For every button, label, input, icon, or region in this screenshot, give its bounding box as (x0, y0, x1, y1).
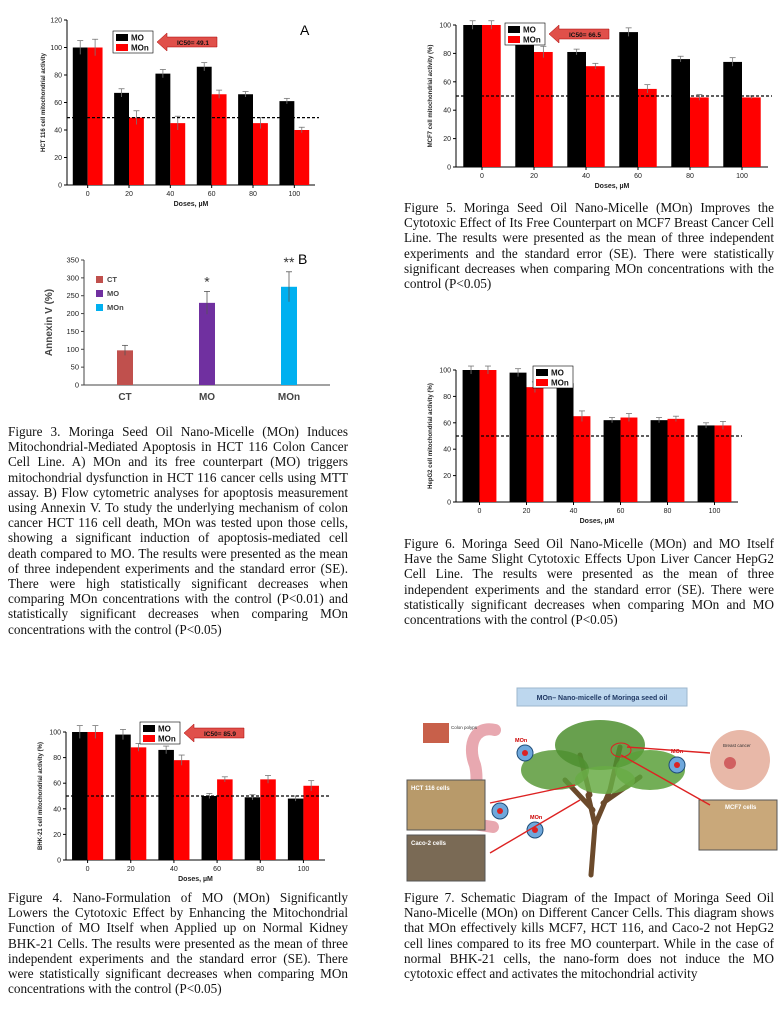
x-tick-label: 60 (634, 173, 642, 180)
ic50-label: IC50= 49.1 (177, 40, 209, 47)
hct-label: HCT 116 cells (411, 786, 450, 792)
y-tick-label: 60 (443, 79, 451, 87)
legend-swatch-mon (96, 304, 103, 311)
bar-mon (527, 387, 544, 502)
y-tick-label: 50 (70, 362, 79, 372)
legend-swatch-mo (143, 725, 155, 732)
bar-mo (723, 62, 742, 167)
legend-label-mon: MOn (131, 43, 149, 53)
y-tick-label: 120 (50, 17, 62, 25)
x-tick-label: MOn (277, 392, 301, 403)
bar-mo (202, 796, 218, 860)
ic50-label: IC50= 85.9 (204, 731, 236, 738)
bar-mon (88, 48, 103, 186)
bar-mon (621, 418, 638, 502)
bar-mon (742, 97, 761, 167)
y-tick-label: 100 (49, 729, 61, 737)
bar-mon (586, 66, 605, 167)
x-tick-label: 80 (686, 173, 694, 180)
bar-mo (619, 32, 638, 167)
bar-mo (245, 797, 261, 860)
x-tick-label: CT (118, 392, 132, 403)
bar-mo (567, 52, 586, 167)
y-tick-label: 80 (443, 50, 451, 58)
bar-mo (199, 303, 215, 385)
bar-mo (72, 732, 88, 860)
x-tick-label: 100 (288, 191, 301, 198)
fig3-caption: Figure 3. Moringa Seed Oil Nano-Micelle (MOn) Induces Mitochondrial-Mediated Apoptosis in HCT 116 Colon Cancer Cell Line. A) MOn and its free counterpart (MO) triggers mitochondrial dysfunction in HCT 116 cancer cells using MTT assay. B) Flow cytometric analyses for apoptosis measurement using Annexin V. To study the underlying mechanism of colon cancer HCT 116 cell death, MOn was tested upon those cells, showing a significant induction of apoptosis-mediated cell death compared to MO. The results were presented as the mean of three independent experiments and the standard error (SE). There were high statistically significant decreases when comparing MOn concentrations with the control (P<0.01) and statistically significant decreases when comparing MOn concentrations with the control (P<0.05) (8, 424, 348, 637)
legend-swatch-mon (536, 379, 548, 386)
bar-mo (288, 799, 304, 860)
fig6-chart (408, 360, 748, 530)
x-tick-label: 20 (126, 866, 135, 873)
colon-photo (423, 723, 449, 743)
bar-mo (197, 67, 212, 185)
bar-mo (698, 425, 715, 502)
y-axis-label: HepG2 cell mitochondrial activity (%) (428, 383, 434, 489)
legend-label-mon: MOn (523, 35, 541, 45)
bar-mon (131, 747, 147, 860)
legend-swatch-mon (143, 735, 155, 742)
bar-mo (604, 420, 621, 502)
y-tick-label: 80 (53, 755, 61, 763)
x-tick-label: 80 (249, 191, 257, 198)
bar-mon (638, 89, 657, 167)
mon-label-2: MOn (530, 815, 543, 821)
panel-label: B (298, 251, 308, 267)
bar-mon (88, 732, 104, 860)
y-tick-label: 20 (54, 155, 62, 162)
legend-label-mo: MO (131, 33, 144, 43)
x-tick-label: 40 (166, 191, 175, 198)
y-tick-label: 100 (439, 22, 451, 30)
y-tick-label: 100 (50, 45, 62, 52)
legend-swatch-mon (508, 36, 520, 43)
fig7-caption: Figure 7. Schematic Diagram of the Impact of Moringa Seed Oil Nano-Micelle (MOn) on Different Cancer Cells. This diagram shows that MOn effectively kills MCF7, HCT 116, and Caco-2 not HepG2 cell lines compared to its free MO counterpart. While in the case of normal BHK-21 cells, the nano-form does not induce the MO cytotoxic effect and activates the mitochondrial activity (404, 890, 774, 982)
legend-swatch-mo (508, 26, 520, 33)
x-tick-label: 20 (522, 508, 531, 515)
bar-mon (260, 779, 276, 860)
legend-swatch-ct (96, 276, 103, 283)
y-tick-label: 80 (443, 393, 451, 401)
legend-swatch-mo (116, 34, 128, 41)
y-tick-label: 40 (53, 806, 61, 814)
bar-mon (668, 419, 685, 502)
bar-mon (690, 97, 709, 167)
x-tick-label: 60 (207, 191, 216, 198)
x-tick-label: 40 (569, 508, 578, 515)
bar-mon (212, 94, 227, 185)
x-axis-label: Doses, µM (579, 518, 615, 525)
y-tick-label: 0 (447, 164, 451, 172)
y-tick-label: 300 (66, 273, 79, 283)
legend-label-mo: MO (523, 25, 536, 35)
legend-swatch-mo (536, 369, 548, 376)
bar-mo (114, 93, 129, 185)
y-tick-label: 20 (53, 831, 61, 839)
bar-mo (73, 48, 88, 186)
x-tick-label: 60 (616, 508, 625, 515)
x-tick-label: 40 (582, 173, 590, 180)
y-tick-label: 20 (443, 473, 451, 481)
mcf-label: MCF7 cells (725, 805, 757, 811)
x-tick-label: 20 (125, 191, 133, 198)
bar-ct (117, 350, 133, 385)
y-tick-label: 60 (53, 780, 61, 788)
bar-mo (651, 420, 668, 502)
bar-mon (253, 123, 268, 185)
caco-label: Caco-2 cells (411, 841, 447, 847)
bar-mon (170, 123, 185, 185)
y-tick-label: 20 (443, 136, 451, 144)
x-tick-label: 60 (213, 866, 221, 873)
bar-mo (510, 373, 527, 502)
legend-label-mon: MOn (107, 303, 124, 312)
bar-mo (155, 74, 170, 185)
bar-mon (294, 130, 309, 185)
y-tick-label: 250 (66, 291, 79, 301)
x-tick-label: 100 (297, 866, 310, 873)
x-axis-label: Doses, µM (173, 201, 209, 208)
y-tick-label: 150 (66, 326, 79, 336)
panel-label: A (300, 22, 310, 38)
ic50-label: IC50= 66.5 (569, 32, 601, 39)
x-axis-label: Doses, µM (178, 876, 213, 883)
fig4-chart (20, 718, 345, 888)
x-tick-label: 80 (663, 508, 672, 515)
x-tick-label: MO (198, 392, 216, 403)
colon-label: Colon polyps (451, 725, 478, 730)
diagram-title: MOn– Nano-micelle of Moringa seed oil (536, 695, 668, 702)
x-tick-label: 0 (85, 866, 90, 873)
x-tick-label: 100 (708, 508, 721, 515)
bar-mon (129, 118, 144, 185)
x-tick-label: 20 (530, 173, 538, 180)
bar-mon (715, 425, 732, 502)
x-tick-label: 0 (85, 191, 90, 198)
fig3b-chart (30, 240, 360, 415)
bar-mon (303, 786, 319, 860)
bar-mo (115, 735, 131, 860)
legend-label-mon: MOn (551, 378, 569, 388)
x-tick-label: 0 (480, 173, 484, 180)
fig6-caption: Figure 6. Moringa Seed Oil Nano-Micelle (MOn) and MO Itself Have the Same Slight Cytotoxic Effects Upon Liver Cancer HepG2 Cell Line. The results were presented as the mean of three independent experiments and the standard error (SE). There were statistically significant decreases when comparing MOn and MO concentrations with the control (P<0.05) (404, 536, 774, 628)
bar-mo (279, 101, 294, 185)
legend-label-mo: MO (551, 368, 564, 378)
x-tick-label: 40 (170, 866, 178, 873)
fig3a-chart (5, 5, 345, 215)
bar-mon (534, 52, 553, 167)
legend-label-mo: MO (107, 289, 120, 298)
y-tick-label: 0 (57, 857, 61, 865)
legend-label-mo: MO (158, 724, 171, 734)
y-axis-label: MCF7 cell mitochondrial activity (%) (428, 44, 434, 148)
mon-label-1: MOn (515, 738, 528, 744)
y-tick-label: 60 (443, 420, 451, 428)
fig5-caption: Figure 5. Moringa Seed Oil Nano-Micelle (MOn) Improves the Cytotoxic Effect of Its Free Counterpart on MCF7 Breast Cancer Cell Line. The results were presented as the mean of three independent experiments and the standard error (SE). There were statistically significant decreases when comparing MOn concentrations with the control (P<0.05) (404, 200, 774, 292)
y-tick-label: 80 (54, 72, 62, 80)
y-axis-label: HCT 116 cell mitochondrial activity (41, 52, 47, 153)
fig4-caption: Figure 4. Nano-Formulation of MO (MOn) Significantly Lowers the Cytotoxic Effect by Enhancing the Mitochondrial Function of MO Itself when Applied up on Normal Kidney BHK-21 Cells. The results were presented as the mean of three independent experiments and the standard error (SE). There were statistically significant decreases when comparing MOn concentrations with the control (P<0.05) (8, 890, 348, 997)
legend-swatch-mo (96, 290, 103, 297)
x-tick-label: 0 (477, 508, 482, 515)
y-axis-label: Annexin V (%) (44, 288, 55, 357)
y-tick-label: 0 (58, 182, 62, 190)
moringa-tree (521, 720, 685, 875)
fig7-diagram (405, 685, 780, 885)
y-tick-label: 60 (54, 100, 62, 107)
y-tick-label: 40 (54, 127, 62, 135)
fig5-chart (408, 5, 778, 195)
legend-label-mon: MOn (158, 734, 176, 744)
x-tick-label: 80 (256, 866, 265, 873)
legend-swatch-mon (116, 44, 128, 51)
y-tick-label: 40 (443, 107, 451, 115)
bar-mo (671, 59, 690, 167)
bar-mo (557, 383, 574, 502)
y-tick-label: 100 (439, 367, 451, 375)
legend-label-ct: CT (107, 275, 117, 284)
y-tick-label: 40 (443, 446, 451, 454)
bar-mo (238, 94, 253, 185)
significance-mark: ** (283, 253, 295, 270)
y-tick-label: 0 (74, 380, 79, 390)
bar-mon (217, 779, 233, 860)
mon-label-3: MOn (671, 749, 684, 755)
breast-photo (710, 730, 770, 790)
y-tick-label: 0 (447, 499, 451, 507)
x-axis-label: Doses, µM (594, 183, 630, 190)
bar-mo (158, 750, 174, 860)
y-tick-label: 200 (66, 309, 79, 319)
y-tick-label: 100 (66, 344, 79, 354)
y-axis-label: BHK-21 cell mitochondrial activity (%) (38, 741, 44, 851)
bar-mon (574, 416, 591, 502)
significance-mark: * (204, 273, 210, 290)
x-tick-label: 100 (736, 173, 748, 180)
y-tick-label: 350 (66, 255, 79, 265)
bar-mon (174, 760, 190, 860)
bar-mo (515, 41, 534, 167)
breast-label: Breast cancer (723, 743, 751, 748)
